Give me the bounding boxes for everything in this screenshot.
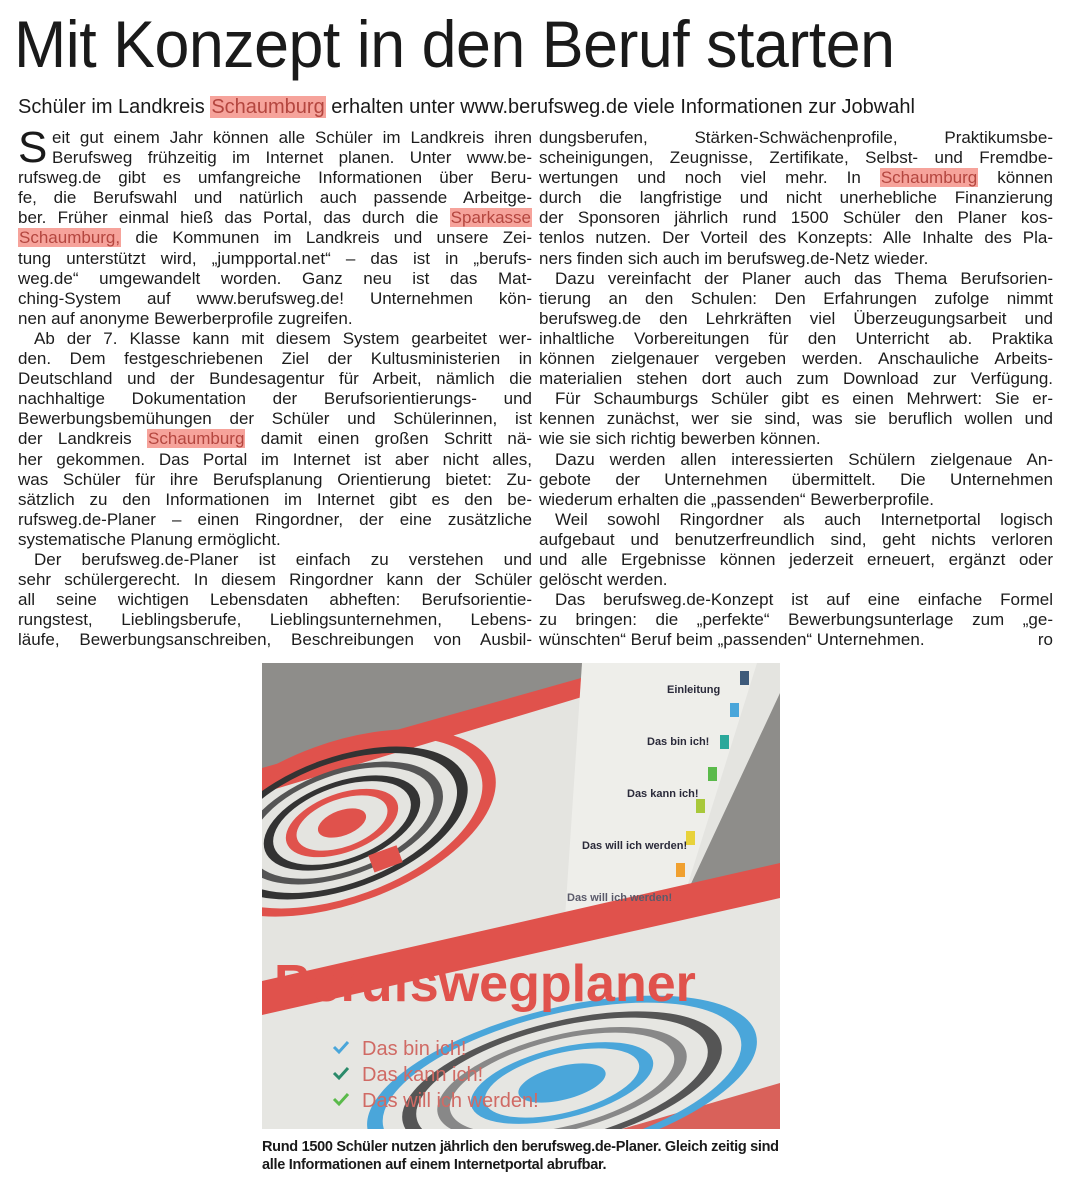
text-run: tung unterstützt wird, „jumpportal.net“ – das ist in „berufs- xyxy=(18,248,532,268)
tab-label: Einleitung xyxy=(667,684,721,696)
text-line xyxy=(18,369,532,389)
text-run: durch die langfristige und nicht unerhebliche Finanzierung xyxy=(539,188,1053,208)
text-line xyxy=(18,550,532,570)
article-column-left xyxy=(18,123,532,650)
text-run: tierung an den Schulen: Den Erfahrungen zufolge nimmt xyxy=(539,288,1053,308)
text-line xyxy=(539,349,1053,369)
text-line xyxy=(539,409,1053,429)
text-line xyxy=(539,530,1053,550)
highlighted-term: Schaumburg xyxy=(211,96,325,118)
tab-label: Das will ich werden! xyxy=(582,840,688,852)
text-run: sätzlich zu den Informationen im Internet gibt es den be- xyxy=(18,489,532,509)
text-run: können zielgenauer vergeben werden. Anschauliche Arbeits- xyxy=(539,349,1053,369)
text-run: damit einen großen Schritt nä- xyxy=(245,429,532,449)
text-run: kennen zunächst, wer sie sind, was sie beruflich wollen und xyxy=(539,409,1053,429)
binder-checklist-item: Das will ich werden! xyxy=(362,1090,539,1112)
text-line xyxy=(18,329,532,349)
text-line xyxy=(539,429,1053,449)
text-run: fe, die Berufswahl und natürlich auch passende Arbeitge- xyxy=(18,188,532,208)
text-run: der Landkreis xyxy=(18,429,148,449)
text-line xyxy=(539,470,1053,490)
text-line xyxy=(18,148,532,168)
text-run: Bewerbungsbemühungen der Schüler und Schülerinnen, ist xyxy=(18,409,532,429)
text-line xyxy=(18,429,532,449)
text-line xyxy=(18,309,532,329)
text-run: der Sponsoren jährlich rund 1500 Schüler den Planer kos- xyxy=(539,208,1053,228)
text-run: Das berufsweg.de-Konzept ist auf eine einfache Formel xyxy=(555,590,1053,610)
text-run: können xyxy=(978,168,1053,188)
text-run: die Kommunen im Landkreis und unsere Zei- xyxy=(121,228,532,248)
text-run: nachhaltige Dokumentation der Berufsorientierungs- und xyxy=(18,389,532,409)
text-line xyxy=(539,128,1053,148)
text-line xyxy=(18,530,532,550)
text-line xyxy=(18,590,532,610)
article-photo xyxy=(262,663,780,1129)
text-run: gelöscht werden. xyxy=(539,570,668,590)
text-run: dungsberufen, Stärken-Schwächenprofile, Praktikumsbe- xyxy=(539,128,1053,147)
text-line xyxy=(539,450,1053,470)
text-run: wertungen und noch viel mehr. In xyxy=(539,168,880,188)
text-line xyxy=(539,369,1053,389)
subtitle xyxy=(18,95,915,119)
text-line xyxy=(539,188,1053,208)
highlighted-term: Schaumburg xyxy=(148,429,245,449)
text-run: all seine wichtigen Lebensdaten abheften: Berufsorientie- xyxy=(18,590,532,610)
text-line xyxy=(539,228,1053,248)
text-run: wie sie sich richtig bewerben können. xyxy=(539,429,821,449)
text-line xyxy=(539,590,1053,610)
text-line xyxy=(539,610,1053,630)
text-line xyxy=(18,490,532,510)
text-line xyxy=(539,269,1053,289)
text-line xyxy=(18,249,532,269)
text-run: den. Dem festgeschriebenen Ziel der Kultusministerien in xyxy=(18,349,532,369)
binder-checklist-item: Das bin ich! xyxy=(362,1038,467,1060)
author-initials: ro xyxy=(1037,630,1053,650)
text-line xyxy=(539,329,1053,349)
text-run: aufgebaut und benutzerfreundlich sind, geht nichts verloren xyxy=(539,529,1053,549)
text-run: Berufsweg frühzeitig im Internet planen. Unter www.be- xyxy=(52,148,532,168)
text-run: Ab der 7. Klasse kann mit diesem System gearbeitet wer- xyxy=(34,328,532,348)
tab-label: Das bin ich! xyxy=(647,736,710,748)
text-line xyxy=(539,510,1053,530)
text-run: Weil sowohl Ringordner als auch Internetportal logisch xyxy=(555,509,1053,529)
text-run: materialien stehen dort auch zum Download zur Verfügung. xyxy=(539,369,1053,389)
text-line xyxy=(539,289,1053,309)
text-line xyxy=(539,148,1053,168)
text-run: und alle Ergebnisse können jederzeit erneuert, ergänzt oder xyxy=(539,549,1053,569)
text-line xyxy=(539,630,1053,650)
text-run: scheinigungen, Zeugnisse, Zertifikate, Selbst- und Fremdbe- xyxy=(539,148,1053,168)
text-line xyxy=(18,128,532,148)
text-run: erhalten unter www.berufsweg.de viele Informationen zur Jobwahl xyxy=(325,96,915,118)
article-column-right xyxy=(539,128,1053,650)
highlighted-term: Sparkasse xyxy=(450,208,531,228)
text-line xyxy=(539,490,1053,510)
text-run: Schüler im Landkreis xyxy=(18,96,211,118)
text-run: rungstest, Lieblingsberufe, Lieblingsunternehmen, Lebens- xyxy=(18,610,532,630)
text-run: ners finden sich auch im berufsweg.de-Netz wieder. xyxy=(539,248,929,268)
text-run: rufsweg.de-Planer – einen Ringordner, der eine zusätzliche xyxy=(18,509,532,529)
text-line xyxy=(18,470,532,490)
binder-title: Berufswegplaner xyxy=(274,955,696,1013)
text-run: gebote der Unternehmen übermittelt. Die Unternehmen xyxy=(539,469,1053,489)
text-line xyxy=(18,610,532,630)
text-line xyxy=(539,208,1053,228)
binder-checklist-item: Das kann ich! xyxy=(362,1064,484,1086)
headline: Mit Konzept in den Beruf starten xyxy=(14,7,895,81)
text-run: ber. Früher einmal hieß das Portal, das durch die xyxy=(18,208,450,228)
highlighted-term: Schaumburg xyxy=(880,168,978,188)
text-line xyxy=(539,570,1053,590)
binder-photo-illustration xyxy=(262,663,780,1129)
text-run: her gekommen. Das Portal im Internet ist aber nicht alles, xyxy=(18,449,532,469)
text-run: wiederum erhalten die „passenden“ Bewerberprofile. xyxy=(539,489,934,509)
tab-label: Das kann ich! xyxy=(627,788,699,800)
text-line xyxy=(18,409,532,429)
text-run: nen auf anonyme Bewerberprofile zugreifen. xyxy=(18,308,353,328)
text-run: zu bringen: die „perfekte“ Bewerbungsunterlage zum „ge- xyxy=(539,610,1053,630)
text-run: sehr schülergerecht. In diesem Ringordner kann der Schüler xyxy=(18,570,532,590)
text-run: Deutschland und der Bundesagentur für Arbeit, nämlich die xyxy=(18,369,532,389)
text-run: systematische Planung ermöglicht. xyxy=(18,529,281,549)
text-line xyxy=(539,309,1053,329)
text-run: Der berufsweg.de-Planer ist einfach zu verstehen und xyxy=(34,549,532,569)
text-line xyxy=(18,510,532,530)
tab-label: Das will ich werden! xyxy=(567,892,673,904)
text-line xyxy=(18,450,532,470)
photo-caption: Rund 1500 Schüler nutzen jährlich den berufsweg.de-Planer. Gleich zeitig sind alle Informationen auf einem Internetportal abrufbar. xyxy=(262,1139,779,1173)
text-line xyxy=(18,168,532,188)
text-run: eit gut einem Jahr können alle Schüler im Landkreis ihren xyxy=(52,128,532,147)
text-run: tenlos nutzen. Der Vorteil des Konzepts: Alle Inhalte des Pla- xyxy=(539,228,1053,248)
text-line xyxy=(18,188,532,208)
text-line xyxy=(18,389,532,409)
text-line xyxy=(18,228,532,248)
text-line xyxy=(539,550,1053,570)
text-run: rufsweg.de gibt es umfangreiche Informationen über Beru- xyxy=(18,168,532,188)
text-run: Dazu werden allen interessierten Schülern zielgenaue An- xyxy=(555,449,1053,469)
text-run: Für Schaumburgs Schüler gibt es einen Mehrwert: Sie er- xyxy=(555,389,1053,409)
text-line xyxy=(539,168,1053,188)
text-line xyxy=(18,289,532,309)
text-line xyxy=(539,389,1053,409)
text-run: weg.de“ umgewandelt worden. Ganz neu ist das Mat- xyxy=(18,268,532,288)
text-run: läufe, Bewerbungsanschreiben, Beschreibungen von Ausbil- xyxy=(18,630,532,650)
text-line xyxy=(539,249,1053,269)
text-run: ching-System auf www.berufsweg.de! Unternehmen kön- xyxy=(18,288,532,308)
text-line xyxy=(18,570,532,590)
text-line xyxy=(18,630,532,650)
text-line xyxy=(18,349,532,369)
text-run: was Schüler für ihre Berufsplanung Orientierung bietet: Zu- xyxy=(18,469,532,489)
text-run: berufsweg.de den Lehrkräften viel Überzeugungsarbeit und xyxy=(539,308,1053,328)
text-line xyxy=(18,269,532,289)
text-run: wünschten“ Beruf beim „passenden“ Unternehmen. xyxy=(539,630,925,650)
highlighted-term: Schaumburg, xyxy=(19,228,121,248)
text-run: Dazu vereinfacht der Planer auch das Thema Berufsorien- xyxy=(555,268,1053,288)
text-line xyxy=(18,208,532,228)
text-run: inhaltliche Vorbereitungen für den Unterricht ab. Praktika xyxy=(539,328,1053,348)
drop-cap: S xyxy=(18,123,48,172)
